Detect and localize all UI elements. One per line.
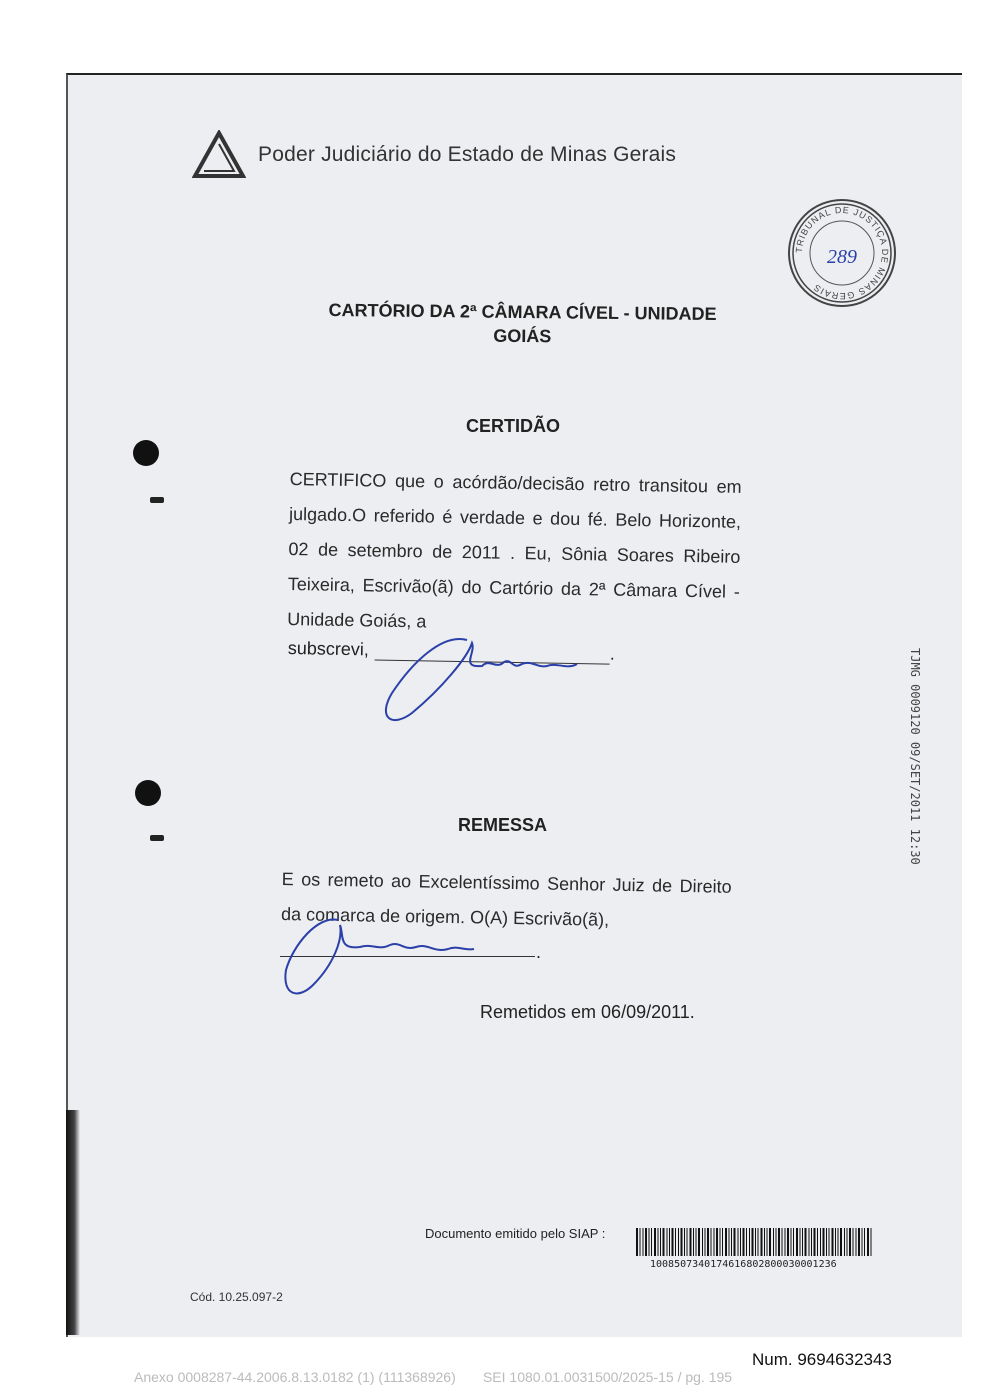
handwritten-signature-1 xyxy=(372,628,582,728)
office-title xyxy=(300,298,745,351)
document-number: Num. 9694632343 xyxy=(752,1350,892,1369)
punch-hole xyxy=(135,780,161,806)
seal-ring-text: TRIBUNAL DE JUSTIÇA DE MINAS GERAIS xyxy=(793,204,891,302)
institution-name: Poder Judiciário do Estado de Minas Gerais xyxy=(258,143,677,166)
document-header xyxy=(192,130,676,180)
punch-hole xyxy=(133,440,159,466)
siap-label: Documento emitido pelo SIAP : xyxy=(425,1226,606,1241)
seal-page-number: 289 xyxy=(827,246,857,268)
office-title-line2: GOIÁS xyxy=(493,325,552,347)
remessa-text: E os remeto ao Excelentíssimo Senhor Juiz de Direito da comarca de origem. O(A) Escrivão(ã), xyxy=(280,868,732,930)
certidao-last-line: subscrevi, xyxy=(287,638,370,660)
punch-mark xyxy=(150,835,164,841)
scan-shadow xyxy=(66,1110,80,1335)
certidao-signature-line: subscrevi, . xyxy=(287,638,615,664)
remessa-date: Remetidos em 06/09/2011. xyxy=(480,1002,695,1022)
certidao-body xyxy=(287,462,742,645)
office-title-line1: CARTÓRIO DA 2ª CÂMARA CÍVEL - UNIDADE xyxy=(328,299,717,325)
remessa-heading: REMESSA xyxy=(458,815,548,835)
barcode xyxy=(636,1228,876,1258)
form-code: Cód. 10.25.097-2 xyxy=(190,1290,283,1304)
side-stamp: TJMG 0009120 09/SET/2011 12:30 xyxy=(908,648,922,865)
punch-mark xyxy=(150,497,164,503)
handwritten-signature-2 xyxy=(278,905,478,1005)
certidao-text: CERTIFICO que o acórdão/decisão retro transitou em julgado.O referido é verdade e dou fé. Belo Horizonte, 02 de setembro de 2011 . Eu, Sônia Soares Ribeiro Teixeira, Escrivão(ã) do Cartório da 2ª Câmara Cível - Unidade Goiás, a xyxy=(287,468,742,632)
barcode-number: 1008507340174616802800030001236 xyxy=(650,1259,837,1270)
judiciary-logo-icon xyxy=(192,130,246,180)
court-seal-icon xyxy=(786,197,898,309)
certidao-heading: CERTIDÃO xyxy=(466,416,560,436)
footer-metadata: Anexo 0008287-44.2006.8.13.0182 (1) (111368926) SEI 1080.01.0031500/2025-15 / pg. 195 xyxy=(134,1369,733,1385)
